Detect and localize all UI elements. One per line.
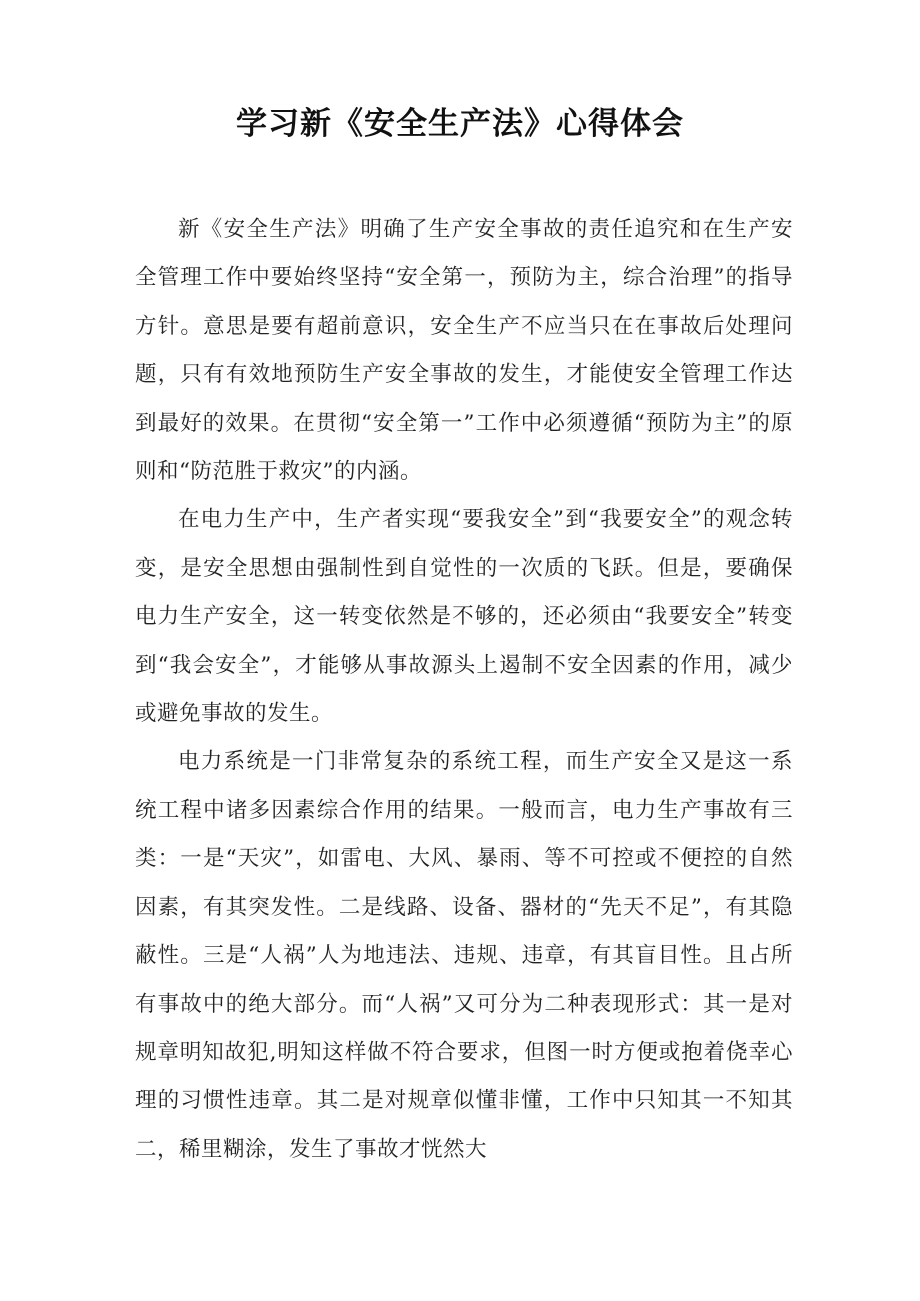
paragraph-2: 在电力生产中，生产者实现“要我安全”到“我要安全”的观念转变，是安全思想由强制性到自觉性的一次质的飞跃。但是，要确保电力生产安全，这一转变依然是不够的，还必须由“我要安全”转变到“我会安全”，才能够从事故源头上遏制不安全因素的作用，减少或避免事故的发生。 xyxy=(135,507,793,727)
paragraph-3: 电力系统是一门非常复杂的系统工程，而生产安全又是这一系统工程中诸多因素综合作用的结果。一般而言，电力生产事故有三类：一是“天灾”，如雷电、大风、暴雨、等不可控或不便控的自然因素，有其突发性。二是线路、设备、器材的“先天不足”，有其隐蔽性。三是“人祸”人为地违法、违规、违章，有其盲目性。且占所有事故中的绝大部分。而“人祸”又可分为二种表现形式：其一是对规章明知故犯,明知这样做不符合要求，但图一时方便或抱着侥幸心理的习惯性违章。其二是对规章似懂非懂，工作中只知其一不知其二，稀里糊涂，发生了事故才恍然大 xyxy=(135,749,793,1162)
document-title: 学习新《安全生产法》心得体会 xyxy=(236,106,684,142)
document-body xyxy=(135,206,793,1174)
paragraph-1: 新《安全生产法》明确了生产安全事故的责任追究和在生产安全管理工作中要始终坚持“安全第一，预防为主，综合治理”的指导方针。意思是要有超前意识，安全生产不应当只在在事故后处理问题，只有有效地预防生产安全事故的发生，才能使安全管理工作达到最好的效果。在贯彻“安全第一”工作中必须遵循“预防为主”的原则和“防范胜于救灾”的内涵。 xyxy=(135,217,793,485)
